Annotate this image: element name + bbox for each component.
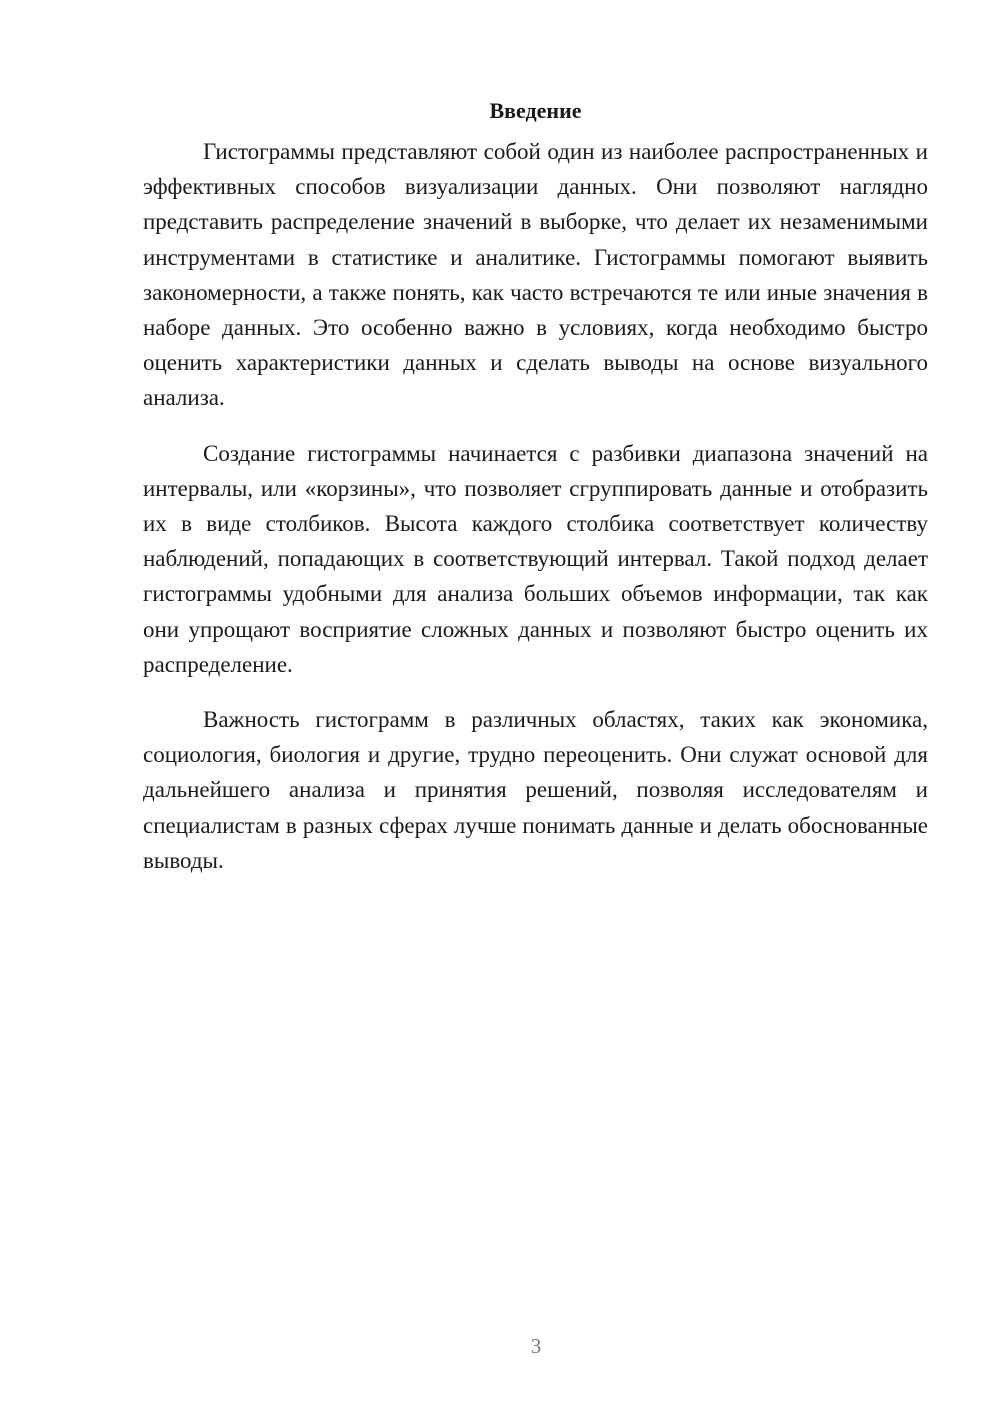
page-number: 3 [530,1334,542,1358]
paragraph-1: Гистограммы представляют собой один из наиболее распространенных и эффективных способов визуализации данных. Они позволяют наглядно представить распределение значений в выборке, что делает их незаменимыми инструментами в статистике и аналитике. Гистограммы помогают выявить закономерности, а также понять, как часто встречаются те или иные значения в наборе данных. Это особенно важно в условиях, когда необходимо быстро оценить характеристики данных и сделать выводы на основе визуального анализа. [143,139,928,411]
page-content [143,96,928,898]
paragraph-3: Важность гистограмм в различных областях, таких как экономика, социология, биология и другие, трудно переоценить. Они служат основой для дальнейшего анализа и принятия решений, позволяя исследователям и специалистам в разных сферах лучше понимать данные и делать обоснованные выводы. [143,707,928,873]
paragraph-2: Создание гистограммы начинается с разбивки диапазона значений на интервалы, или «корзины», что позволяет сгруппировать данные и отобразить их в виде столбиков. Высота каждого столбика соответствует количеству наблюдений, попадающих в соответствующий интервал. Такой подход делает гистограммы удобными для анализа больших объемов информации, так как они упрощают восприятие сложных данных и позволяют быстро оценить их распределение. [143,440,928,677]
section-heading: Введение [489,98,582,123]
